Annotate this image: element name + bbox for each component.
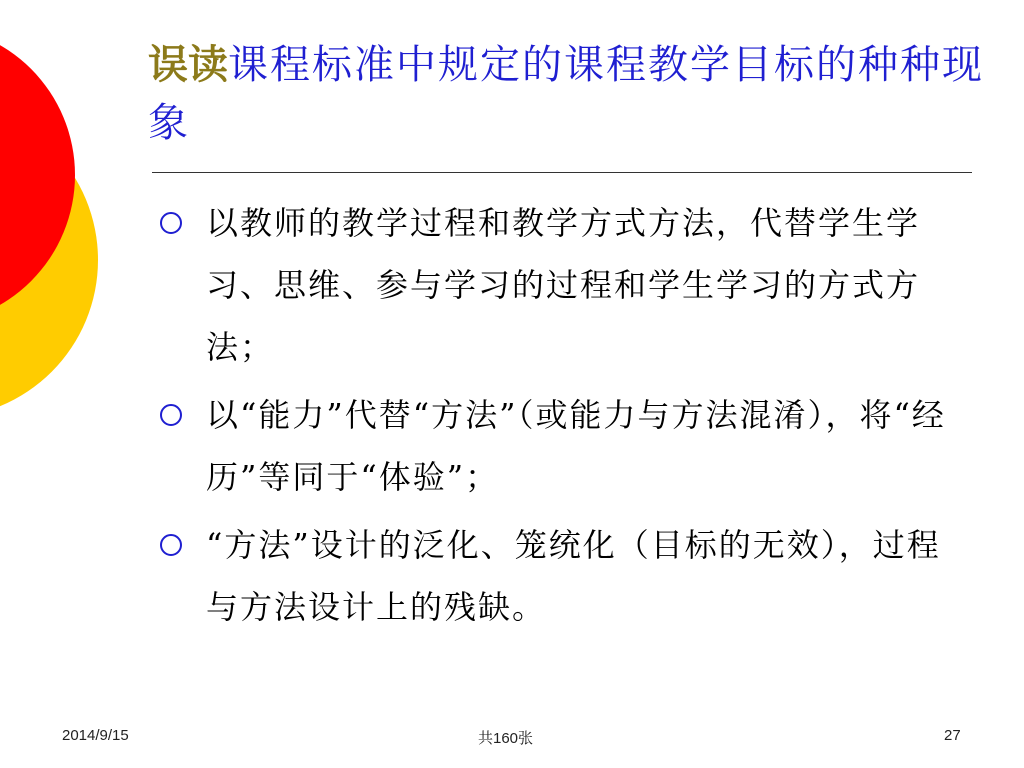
list-item xyxy=(158,514,958,638)
bullet-text: 以“能力”代替“方法”（或能力与方法混淆），将“经历”等同于“体验”； xyxy=(206,396,946,496)
footer-slide-count: 共160张 xyxy=(478,730,534,747)
decorative-circles xyxy=(0,0,130,420)
circle-bullet-icon xyxy=(160,212,182,234)
slide-title xyxy=(148,36,998,152)
title-highlight: 误读 xyxy=(148,42,228,88)
circle-bullet-icon xyxy=(160,534,182,556)
title-text: 课程标准中规定的课程教学目标的种种现象 xyxy=(148,42,984,146)
bullet-text: “方法”设计的泛化、笼统化（目标的无效），过程与方法设计上的残缺。 xyxy=(206,526,941,626)
list-item xyxy=(158,192,958,378)
bullet-list xyxy=(158,192,958,644)
title-divider xyxy=(152,172,972,173)
list-item xyxy=(158,384,958,508)
circle-bullet-icon xyxy=(160,404,182,426)
bullet-text: 以教师的教学过程和教学方式方法，代替学生学习、思维、参与学习的过程和学生学习的方式方法； xyxy=(206,204,921,366)
footer-page-number: 27 xyxy=(944,727,961,744)
footer-date: 2014/9/15 xyxy=(62,727,129,744)
